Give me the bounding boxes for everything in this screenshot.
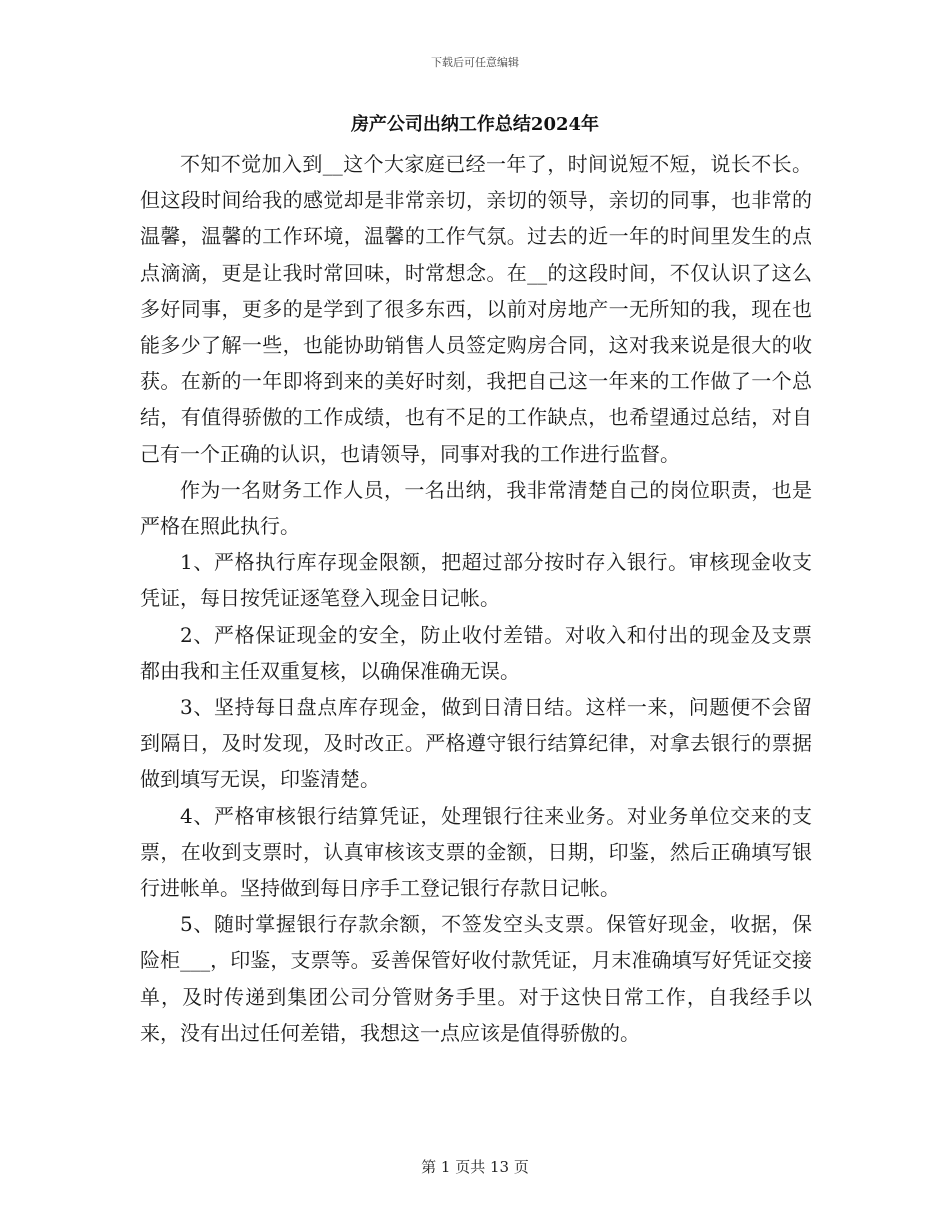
- paragraph-item-3: 3、坚持每日盘点库存现金，做到日清日结。这样一来，问题便不会留到隔日，及时发现，及时改正。严格遵守银行结算纪律，对拿去银行的票据做到填写无误，印鉴清楚。: [140, 695, 812, 792]
- paragraph-item-1: 1、严格执行库存现金限额，把超过部分按时存入银行。审核现金收支凭证，每日按凭证逐笔登入现金日记帐。: [140, 550, 812, 611]
- document-body: [140, 146, 812, 1051]
- paragraph-item-2: 2、严格保证现金的安全，防止收付差错。对收入和付出的现金及支票都由我和主任双重复核，以确保准确无误。: [140, 622, 812, 683]
- paragraph-role: 作为一名财务工作人员，一名出纳，我非常清楚自己的岗位职责，也是严格在照此执行。: [140, 477, 812, 539]
- header-note: 下载后可任意编辑: [431, 56, 519, 69]
- document-title: 房产公司出纳工作总结2024年: [350, 114, 600, 135]
- paragraph-item-5: 5、随时掌握银行存款余额，不签发空头支票。保管好现金，收据，保险柜___，印鉴，支票等。妥善保管好收付款凭证，月末准确填写好凭证交接单，及时传递到集团公司分管财务手里。对于这快日常工作，自我经手以来，没有出过任何差错，我想这一点应该是值得骄傲的。: [140, 912, 812, 1045]
- paragraph-item-4: 4、严格审核银行结算凭证，处理银行往来业务。对业务单位交来的支票，在收到支票时，认真审核该支票的金额，日期，印鉴，然后正确填写银行进帐单。坚持做到每日序手工登记银行存款日记帐。: [140, 803, 812, 901]
- page-number: 第 1 页共 13 页: [421, 1158, 529, 1176]
- paragraph-intro: 不知不觉加入到__这个大家庭已经一年了，时间说短不短，说长不长。但这段时间给我的感觉却是非常亲切，亲切的领导，亲切的同事，也非常的温馨，温馨的工作环境，温馨的工作气氛。过去的近一年的时间里发生的点点滴滴，更是让我时常回味，时常想念。在__的这段时间，不仅认识了这么多好同事，更多的是学到了很多东西，以前对房地产一无所知的我，现在也能多少了解一些，也能协助销售人员签定购房合同，这对我来说是很大的收获。在新的一年即将到来的美好时刻，我把自己这一年来的工作做了一个总结，有值得骄傲的工作成绩，也有不足的工作缺点，也希望通过总结，对自己有一个正确的认识，也请领导，同事对我的工作进行监督。: [140, 152, 812, 466]
